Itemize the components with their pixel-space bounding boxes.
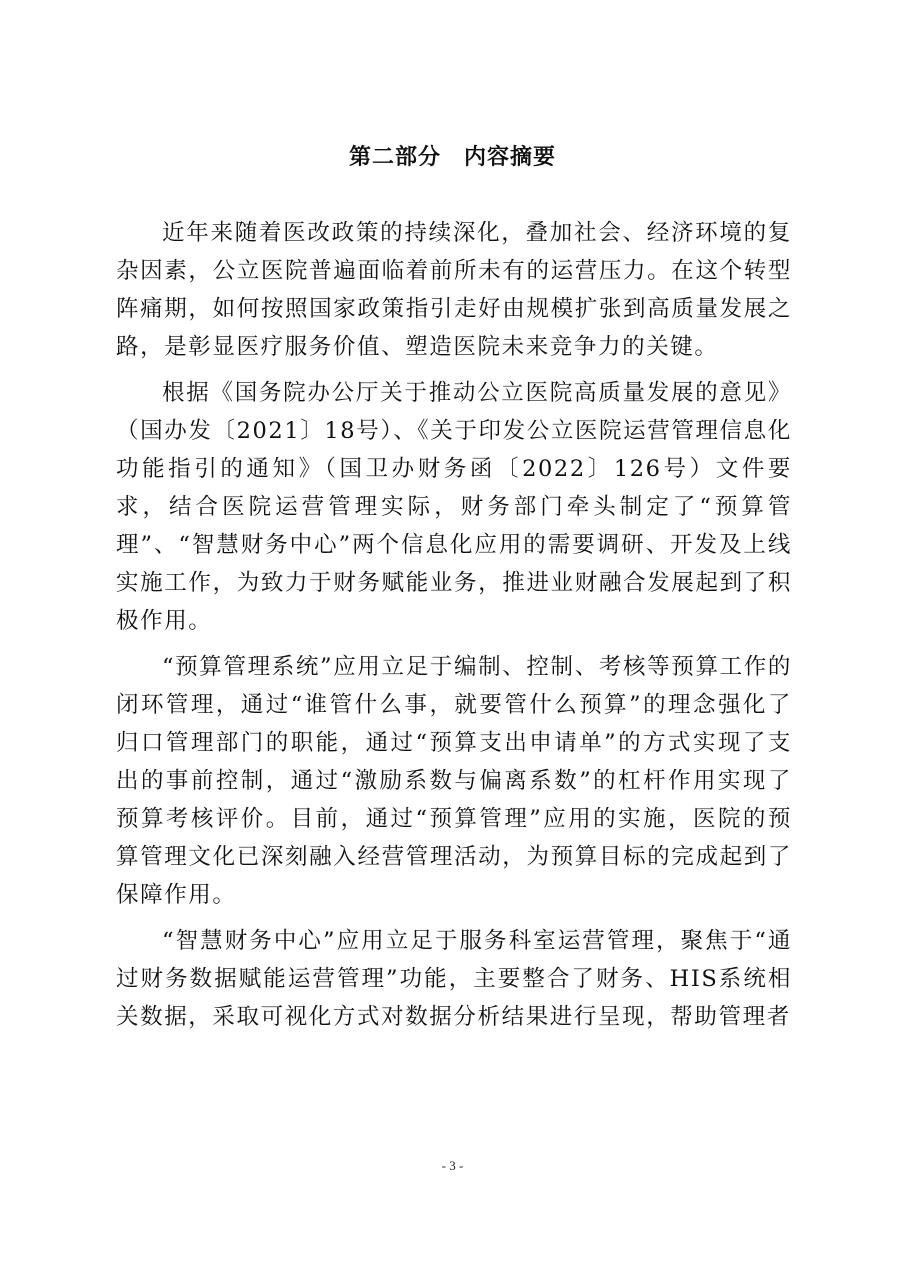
- paragraph-policy-basis: 根据《国务院办公厅关于推动公立医院高质量发展的意见》（国办发〔2021〕18号）、《关于印发公立医院运营管理信息化功能指引的通知》（国卫办财务函〔2022〕126号）文件要求，结合医院运营管理实际，财务部门牵头制定了“预算管理”、“智慧财务中心”两个信息化应用的需要调研、开发及上线实施工作，为致力于财务赋能业务，推进业财融合发展起到了积极作用。: [116, 380, 792, 634]
- paragraph-budget-system: “预算管理系统”应用立足于编制、控制、考核等预算工作的闭环管理，通过“谁管什么事，就要管什么预算”的理念强化了归口管理部门的职能，通过“预算支出申请单”的方式实现了支出的事前控制，通过“激励系数与偏离系数”的杠杆作用实现了预算考核评价。目前，通过“预算管理”应用的实施，医院的预算管理文化已深刻融入经营管理活动，为预算目标的完成起到了保障作用。: [116, 654, 792, 908]
- section-title: 第二部分 内容摘要: [348, 145, 556, 170]
- paragraph-smart-finance-center: “智慧财务中心”应用立足于服务科室运营管理，聚焦于“通过财务数据赋能运营管理”功能，主要整合了财务、HIS系统相关数据，采取可视化方式对数据分析结果进行呈现，帮助管理者: [116, 928, 792, 1030]
- body-text: [116, 214, 792, 1044]
- page-number: - 3 -: [441, 1158, 464, 1173]
- paragraph-intro: 近年来随着医改政策的持续深化，叠加社会、经济环境的复杂因素，公立医院普遍面临着前所未有的运营压力。在这个转型阵痛期，如何按照国家政策指引走好由规模扩张到高质量发展之路，是彰显医疗服务价值、塑造医院未来竞争力的关键。: [116, 220, 792, 360]
